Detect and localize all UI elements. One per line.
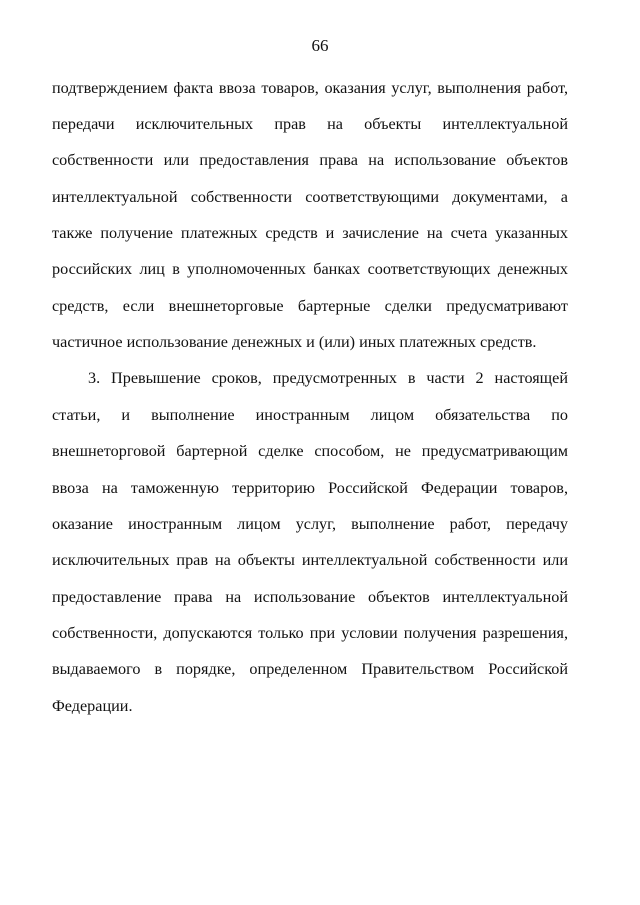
text-line: исключительных прав на объекты интеллектуальной собственности или [52, 551, 568, 569]
text-line: выдаваемого в порядке, определенном Правительством Российской [52, 660, 568, 678]
page-number: 66 [311, 36, 329, 55]
text-line: подтверждением факта ввоза товаров, оказания услуг, выполнения работ, [52, 79, 568, 97]
text-line: Федерации. [52, 697, 133, 715]
text-line: передачи исключительных прав на объекты интеллектуальной [52, 115, 568, 133]
text-line: частичное использование денежных и (или) иных платежных средств. [52, 333, 537, 351]
text-line: собственности или предоставления права на использование объектов [52, 151, 568, 169]
text-line: ввоза на таможенную территорию Российской Федерации товаров, [52, 479, 568, 497]
text-line: оказание иностранным лицом услуг, выполнение работ, передачу [52, 515, 568, 533]
text-line: также получение платежных средств и зачисление на счета указанных [52, 224, 568, 242]
text-line: собственности, допускаются только при условии получения разрешения, [52, 624, 568, 642]
text-line: российских лиц в уполномоченных банках соответствующих денежных [52, 260, 568, 278]
text-line: статьи, и выполнение иностранным лицом обязательства по [52, 406, 568, 424]
text-line: интеллектуальной собственности соответствующими документами, а [52, 188, 568, 206]
text-line: средств, если внешнеторговые бартерные сделки предусматривают [52, 297, 568, 315]
text-line: внешнеторговой бартерной сделке способом, не предусматривающим [52, 442, 568, 460]
text-line: 3. Превышение сроков, предусмотренных в части 2 настоящей [88, 369, 568, 387]
text-line: предоставление права на использование объектов интеллектуальной [52, 588, 568, 606]
